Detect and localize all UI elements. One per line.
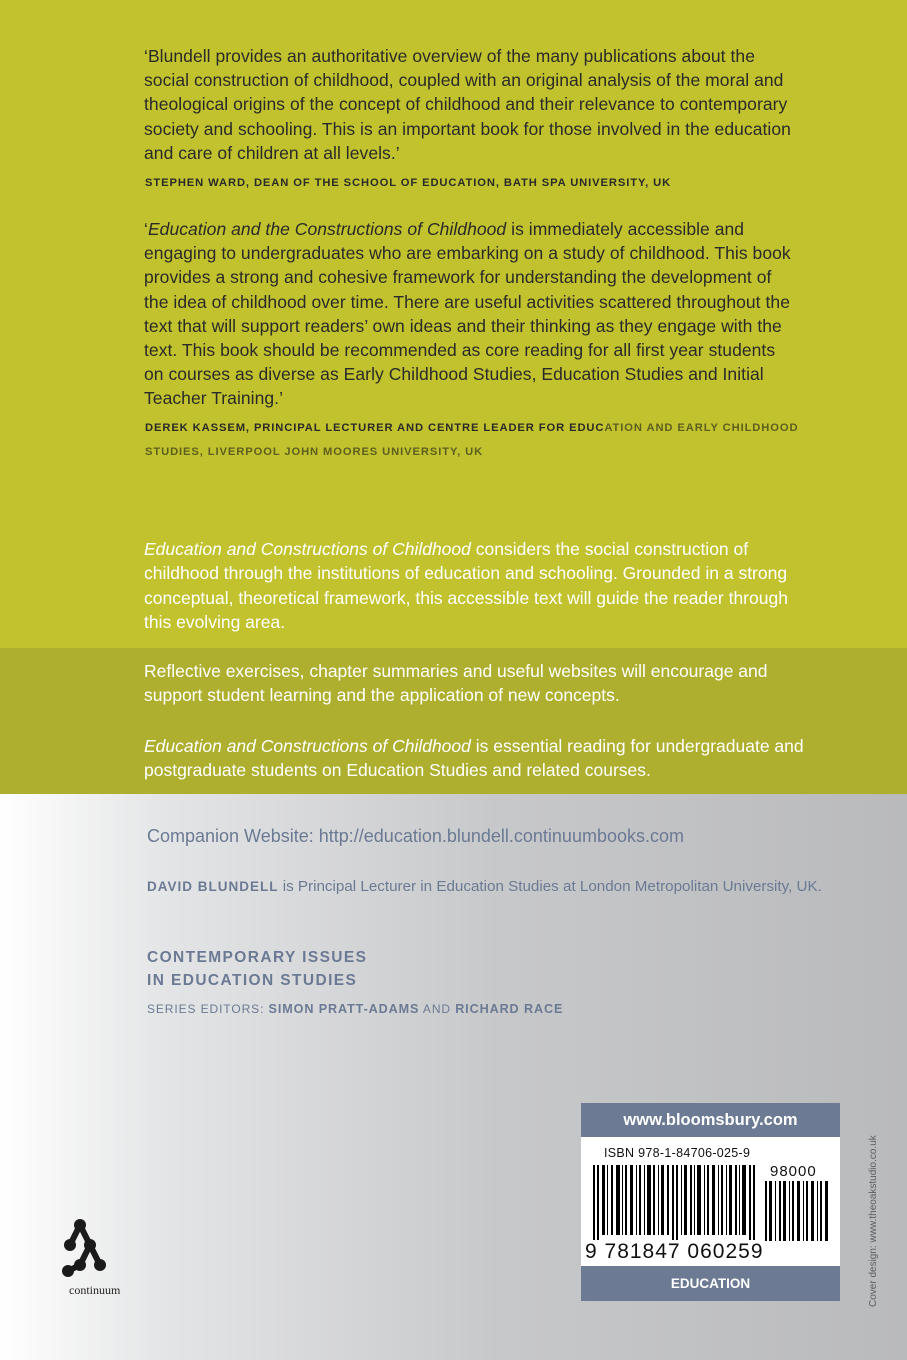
series-editors (147, 1002, 563, 1016)
blurb-title-3: Education and Constructions of Childhood (144, 736, 471, 756)
series-editor-1: SIMON PRATT-ADAMS (268, 1002, 420, 1016)
companion-website[interactable]: Companion Website: http://education.blundell.continuumbooks.com (147, 826, 684, 846)
series-editors-and: AND (419, 1002, 456, 1016)
publisher-name: continuum (69, 1283, 121, 1297)
blurb-paragraph-3 (144, 734, 804, 783)
series-editor-2: RICHARD RACE (455, 1002, 564, 1016)
review-attribution-2 (145, 417, 835, 464)
blurb-paragraph-1 (144, 537, 804, 635)
series-editors-label: SERIES EDITORS: (147, 1002, 269, 1016)
isbn-number: ISBN 978-1-84706-025-9 (604, 1146, 751, 1160)
series-title (147, 946, 367, 992)
subject-category: EDUCATION (581, 1266, 840, 1301)
series-title-line-1: CONTEMPORARY ISSUES (147, 949, 368, 966)
barcode-area (581, 1137, 840, 1266)
author-name: DAVID BLUNDELL (147, 879, 279, 894)
price-code: 98000 (770, 1163, 817, 1180)
barcode-digits: 9 781847 060259 (581, 1240, 765, 1264)
blurb-text-3: is essential reading for undergraduate and postgraduate students on Education Studies and related courses. (144, 736, 804, 781)
review-quote-2 (144, 217, 794, 411)
review-quote-2-title: Education and the Constructions of Childhood (147, 219, 507, 239)
price-barcode-icon (765, 1181, 831, 1241)
cover-design-credit: Cover design: www.theoakstudio.co.uk (868, 1135, 879, 1307)
barcode-box (581, 1103, 840, 1301)
author-bio-text: is Principal Lecturer in Education Studies at London Metropolitan University, UK. (278, 878, 822, 895)
review-quote-2-open: ‘ (144, 219, 148, 239)
blurb-text-1: considers the social construction of childhood through the institutions of education and schooling. Grounded in a strong conceptual, theoretical framework, this accessible text will guide the reader through this evolving area. (144, 539, 788, 633)
review-quote-2-text: is immediately accessible and engaging to undergraduates who are embarking on a study of childhood. This book provides a strong and cohesive framework for understanding the development of the idea of childhood over time. There are useful activities scattered throughout the text that will support readers’ own ideas and their thinking as they engage with the text. This book should be recommended as core reading for all first year students on courses as diverse as Early Childhood Studies, Education Studies and Initial Teacher Training.’ (144, 219, 791, 409)
review-attribution-2-a: DEREK KASSEM, PRINCIPAL LECTURER AND CENTRE LEADER FOR EDUC (145, 422, 605, 434)
ean-barcode-icon (593, 1165, 759, 1243)
review-quote-1-text: ‘Blundell provides an authoritative overview of the many publications about the social construction of childhood, coupled with an original analysis of the moral and theological origins of the concept of childhood and their relevance to contemporary society and schooling. This is an important book for those involved in the education and care of children at all levels.’ (144, 46, 791, 163)
review-quote-1 (144, 44, 794, 165)
blurb-title-1: Education and Constructions of Childhood (144, 539, 471, 559)
publisher-website[interactable]: www.bloomsbury.com (581, 1103, 840, 1137)
review-attribution-1: STEPHEN WARD, DEAN OF THE SCHOOL OF EDUCATION, BATH SPA UNIVERSITY, UK (145, 177, 672, 189)
series-title-line-2: IN EDUCATION STUDIES (147, 972, 358, 989)
blurb-paragraph-2: Reflective exercises, chapter summaries and useful websites will encourage and support student learning and the application of new concepts. (144, 661, 768, 706)
author-bio (147, 875, 827, 900)
review-attribution-2-b: ATION AND EARLY CHILDHOOD STUDIES, LIVERPOOL JOHN MOORES UNIVERSITY, UK (145, 422, 799, 458)
